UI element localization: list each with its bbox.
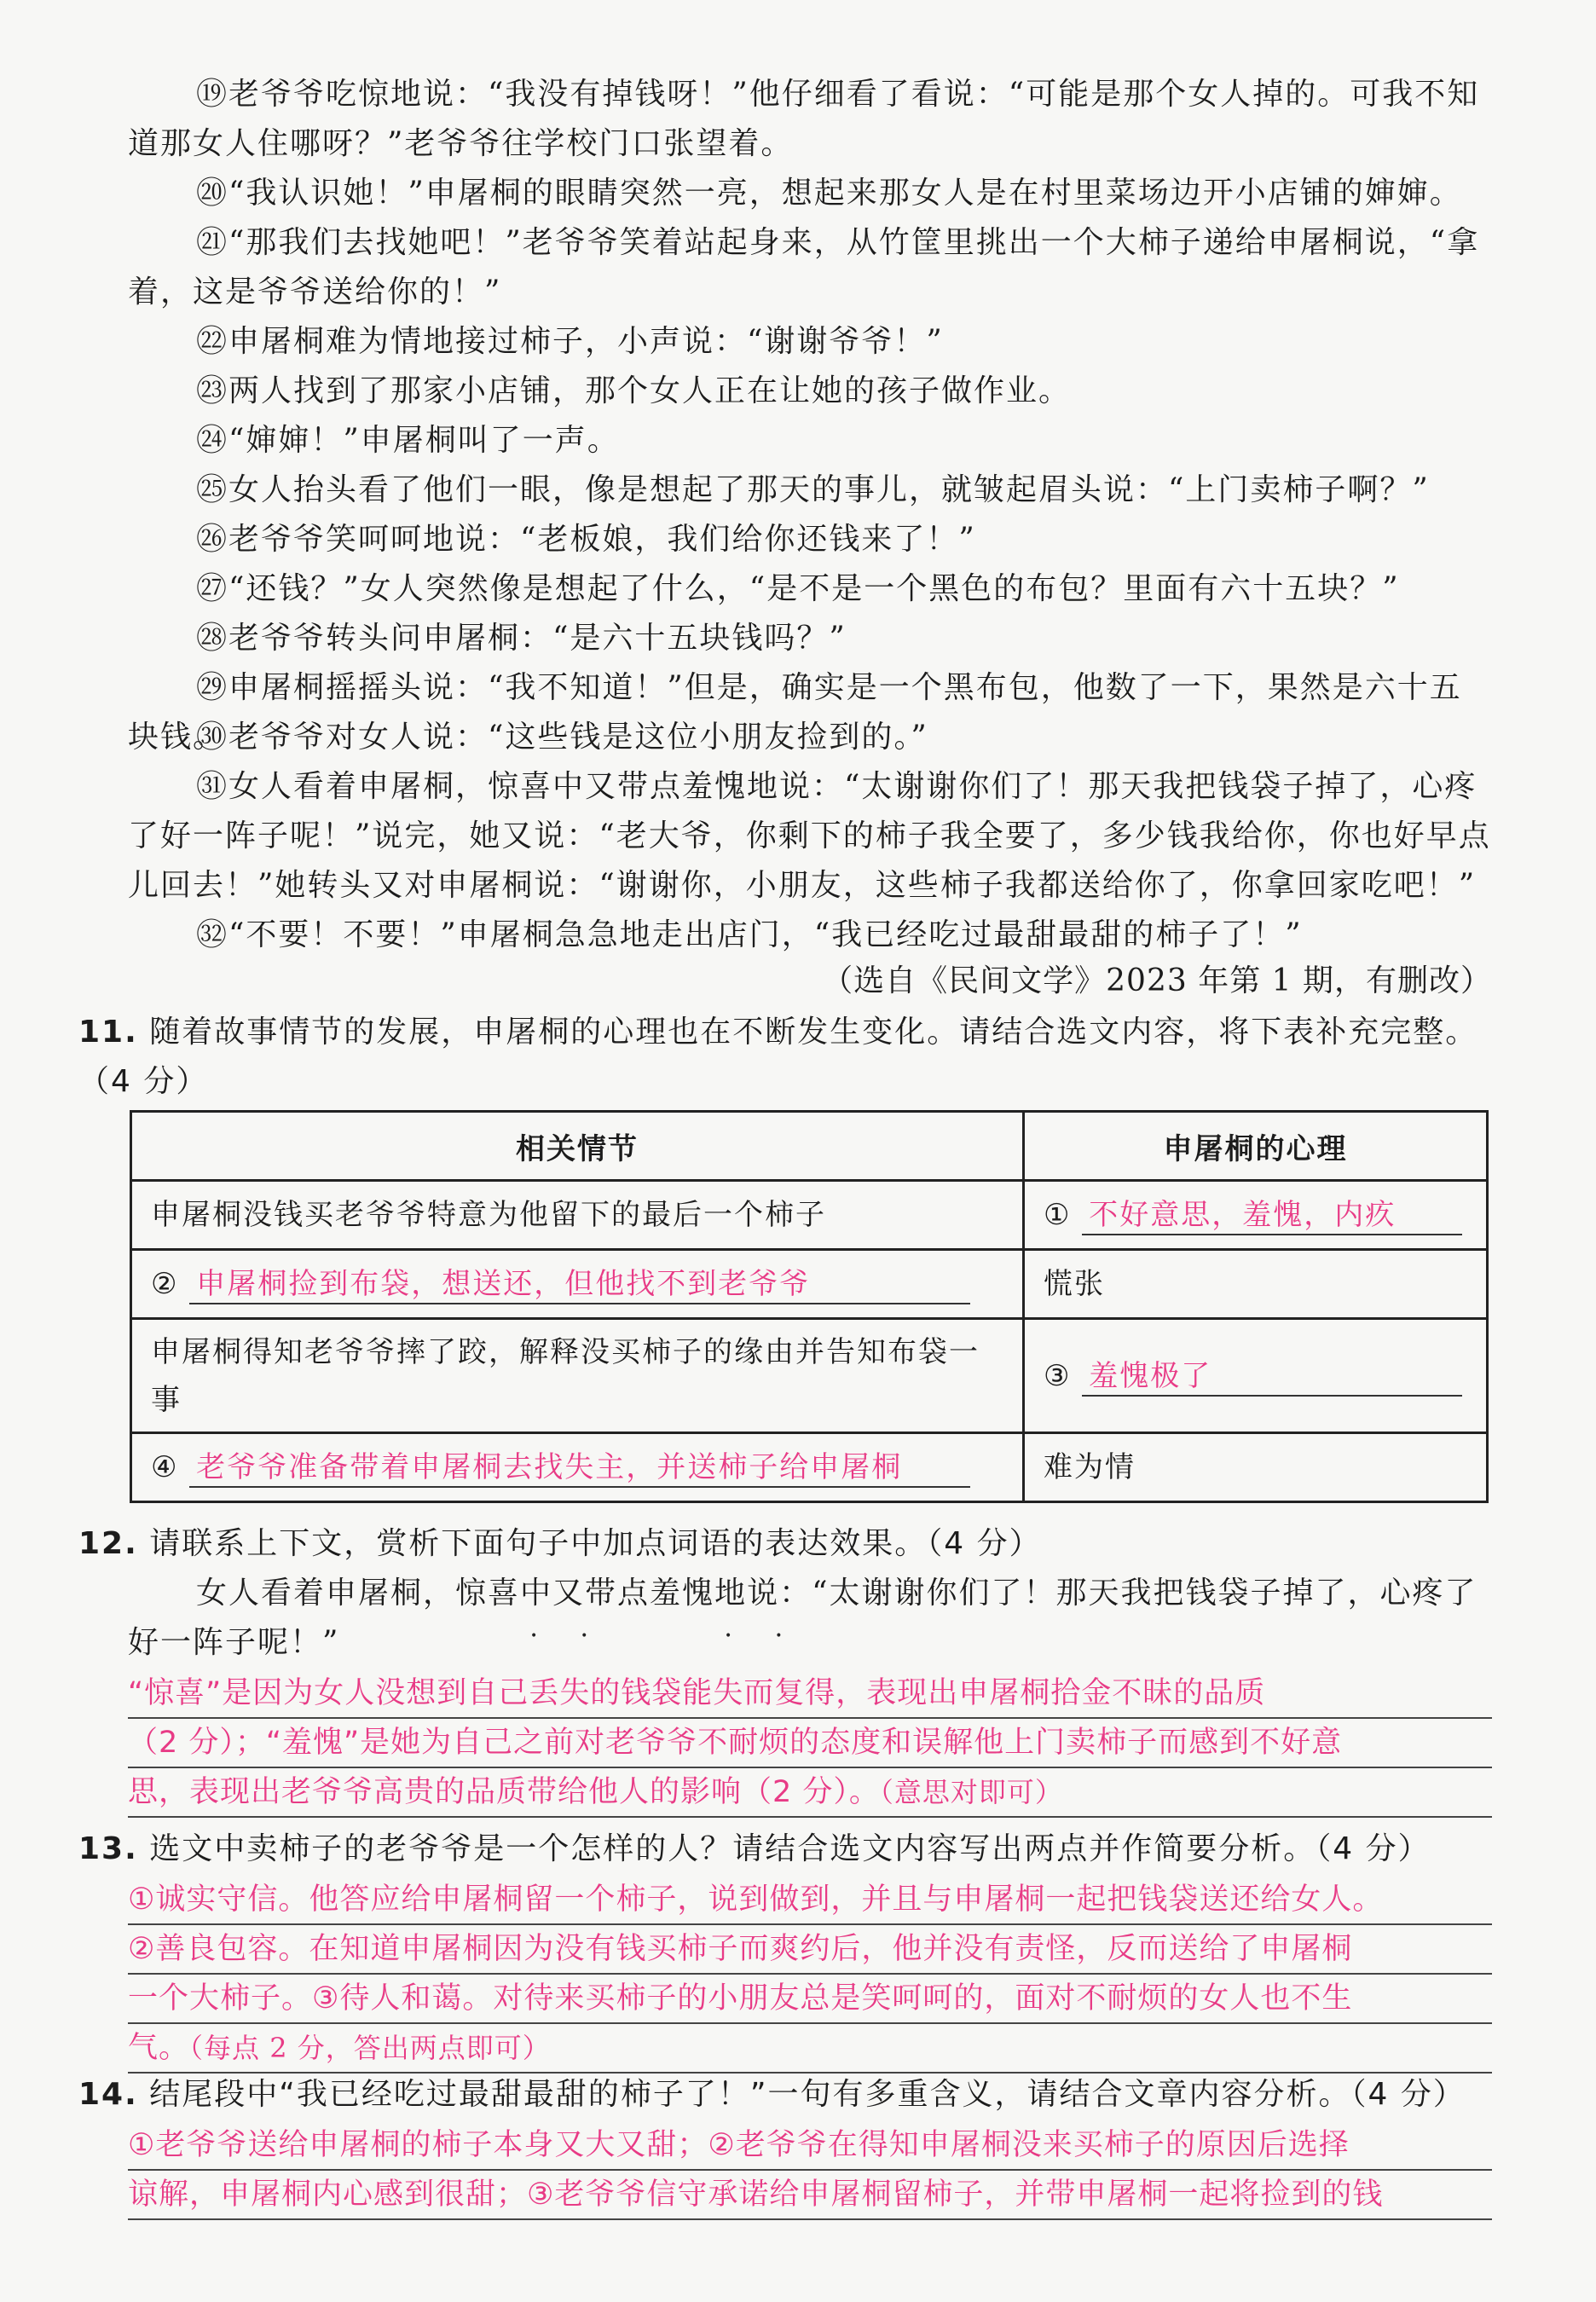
answer-line: 思，表现出老爷爷高贵的品质带给他人的影响（2 分）。（意思对即可） bbox=[128, 1768, 1492, 1818]
answer-line: ①诚实守信。他答应给申屠桐留一个柿子，说到做到，并且与申屠桐一起把钱袋送还给女人。 bbox=[128, 1876, 1492, 1925]
blank-label: ③ bbox=[1044, 1358, 1072, 1393]
mind-cell bbox=[1024, 1319, 1488, 1433]
paragraph-24: ㉔“婶婶！”申屠桐叫了一声。 bbox=[196, 423, 620, 458]
paragraph-26: ㉖老爷爷笑呵呵地说：“老板娘，我们给你还钱来了！” bbox=[196, 522, 976, 557]
quote-part: 地说：“太谢谢你们了！那天我把钱袋子掉了，心疼了好一阵子呢！” bbox=[128, 1576, 1477, 1660]
blank-label: ④ bbox=[151, 1450, 179, 1484]
question-11 bbox=[78, 1008, 1494, 1107]
question-12 bbox=[78, 1519, 1494, 1569]
answer-line: “惊喜”是因为女人没想到自己丢失的钱袋能失而复得，表现出申屠桐拾金不昧的品质 bbox=[128, 1669, 1492, 1719]
paragraph-27: ㉗“还钱？”女人突然像是想起了什么，“是不是一个黑色的布包？里面有六十五块？” bbox=[196, 571, 1400, 606]
question-14 bbox=[78, 2070, 1494, 2120]
dotted-word-surprise: 惊喜 • • bbox=[455, 1576, 520, 1611]
quote-part: 中又带点 bbox=[520, 1576, 651, 1611]
question-number: 12. bbox=[78, 1526, 138, 1561]
answer-12 bbox=[128, 1669, 1492, 1818]
question-13 bbox=[78, 1825, 1494, 1874]
question-number: 14. bbox=[78, 2077, 138, 2112]
plot-cell bbox=[131, 1433, 1024, 1502]
table-row bbox=[131, 1433, 1488, 1502]
grading-note: （意思对即可） bbox=[879, 1776, 1063, 1808]
paragraph-21: ㉑“那我们去找她吧！”老爷爷笑着站起身来，从竹筐里挑出一个大柿子递给申屠桐说，“拿着，这是爷爷送给你的！” bbox=[128, 225, 1480, 309]
grading-note: （每点 2 分，答出两点即可） bbox=[189, 2032, 551, 2064]
answer-line: ①老爷爷送给申屠桐的柿子本身又大又甜；②老爷爷在得知申屠桐没来买柿子的原因后选择 bbox=[128, 2121, 1492, 2171]
paragraph-30: ㉚老爷爷对女人说：“这些钱是这位小朋友捡到的。” bbox=[196, 720, 928, 755]
mind-cell bbox=[1024, 1181, 1488, 1250]
table-row bbox=[131, 1181, 1488, 1250]
answer-blank: 申屠桐捡到布袋，想送还，但他找不到老爷爷 bbox=[189, 1265, 970, 1304]
paragraph-31: ㉛女人看着申屠桐，惊喜中又带点羞愧地说：“太谢谢你们了！那天我把钱袋子掉了，心疼了好一阵子呢！”说完，她又说：“老大爷，你剩下的柿子我全要了，多少钱我给你，你也好早点儿回去！”她转头又对申屠桐说：“谢谢你，小朋友，这些柿子我都送给你了，你拿回家吃吧！” bbox=[128, 769, 1491, 903]
question-text: 结尾段中“我已经吃过最甜最甜的柿子了！”一句有多重含义，请结合文章内容分析。（4 分） bbox=[149, 2077, 1466, 2112]
plot-cell: 申屠桐得知老爷爷摔了跤，解释没买柿子的缘由并告知布袋一事 bbox=[131, 1319, 1024, 1433]
answer-line: 谅解，申屠桐内心感到很甜；③老爷爷信守承诺给申屠桐留柿子，并带申屠桐一起将捡到的钱 bbox=[128, 2171, 1492, 2220]
paragraph-29: ㉙申屠桐摇摇头说：“我不知道！”但是，确实是一个黑布包，他数了一下，果然是六十五块钱。 bbox=[128, 670, 1462, 755]
paragraph-32: ㉜“不要！不要！”申屠桐急急地走出店门，“我已经吃过最甜最甜的柿子了！” bbox=[196, 917, 1303, 952]
question-text: 请联系上下文，赏析下面句子中加点词语的表达效果。（4 分） bbox=[149, 1526, 1042, 1561]
paragraph-20: ⑳“我认识她！”申屠桐的眼睛突然一亮，想起来那女人是在村里菜场边开小店铺的婶婶。 bbox=[196, 176, 1462, 211]
table-row bbox=[131, 1319, 1488, 1433]
quote-part: 女人看着申屠桐， bbox=[196, 1576, 456, 1611]
answer-line: （2 分）；“羞愧”是她为自己之前对老爷爷不耐烦的态度和误解他上门卖柿子而感到不好意 bbox=[128, 1719, 1492, 1768]
plot-cell: 申屠桐没钱买老爷爷特意为他留下的最后一个柿子 bbox=[131, 1181, 1024, 1250]
dotted-word-shame: 羞愧 • • bbox=[650, 1576, 714, 1611]
column-header-mind: 申屠桐的心理 bbox=[1024, 1112, 1488, 1181]
column-header-plot: 相关情节 bbox=[131, 1112, 1024, 1181]
paragraph-22: ㉒申屠桐难为情地接过柿子，小声说：“谢谢爷爷！” bbox=[196, 324, 944, 359]
answer-blank: 不好意思，羞愧，内疚 bbox=[1082, 1196, 1462, 1235]
mind-cell: 慌张 bbox=[1024, 1250, 1488, 1319]
paragraph-23: ㉓两人找到了那家小店铺，那个女人正在让她的孩子做作业。 bbox=[196, 373, 1072, 408]
answer-line: 气。（每点 2 分，答出两点即可） bbox=[128, 2024, 1492, 2074]
question-number: 11. bbox=[78, 1015, 138, 1050]
answer-line: 一个大柿子。③待人和蔼。对待来买柿子的小朋友总是笑呵呵的，面对不耐烦的女人也不生 bbox=[128, 1975, 1492, 2024]
paragraph-28: ㉘老爷爷转头问申屠桐：“是六十五块钱吗？” bbox=[196, 621, 847, 656]
question-text: 随着故事情节的发展，申屠桐的心理也在不断发生变化。请结合选文内容，将下表补充完整。（4 分） bbox=[78, 1015, 1478, 1099]
table-row bbox=[131, 1250, 1488, 1319]
blank-label: ② bbox=[151, 1267, 179, 1301]
answer-14 bbox=[128, 2121, 1492, 2220]
question-number: 13. bbox=[78, 1831, 138, 1866]
mind-cell: 难为情 bbox=[1024, 1433, 1488, 1502]
psychology-table bbox=[130, 1110, 1489, 1503]
blank-label: ① bbox=[1044, 1198, 1072, 1232]
source-citation: （选自《民间文学》2023 年第 1 期，有删改） bbox=[822, 963, 1492, 998]
table-header-row bbox=[131, 1112, 1488, 1181]
paragraph-19: ⑲老爷爷吃惊地说：“我没有掉钱呀！”他仔细看了看说：“可能是那个女人掉的。可我不知道那女人住哪呀？”老爷爷往学校门口张望着。 bbox=[128, 77, 1480, 161]
answer-blank: 羞愧极了 bbox=[1082, 1357, 1462, 1397]
plot-cell bbox=[131, 1250, 1024, 1319]
paragraph-25: ㉕女人抬头看了他们一眼，像是想起了那天的事儿，就皱起眉头说：“上门卖柿子啊？” bbox=[196, 472, 1430, 507]
answer-line: ②善良包容。在知道申屠桐因为没有钱买柿子而爽约后，他并没有责怪，反而送给了申屠桐 bbox=[128, 1925, 1492, 1975]
quoted-sentence bbox=[128, 1569, 1492, 1668]
answer-blank: 老爷爷准备带着申屠桐去找失主，并送柿子给申屠桐 bbox=[189, 1449, 970, 1488]
answer-13 bbox=[128, 1876, 1492, 2074]
question-text: 选文中卖柿子的老爷爷是一个怎样的人？请结合选文内容写出两点并作简要分析。（4 分） bbox=[149, 1831, 1431, 1866]
